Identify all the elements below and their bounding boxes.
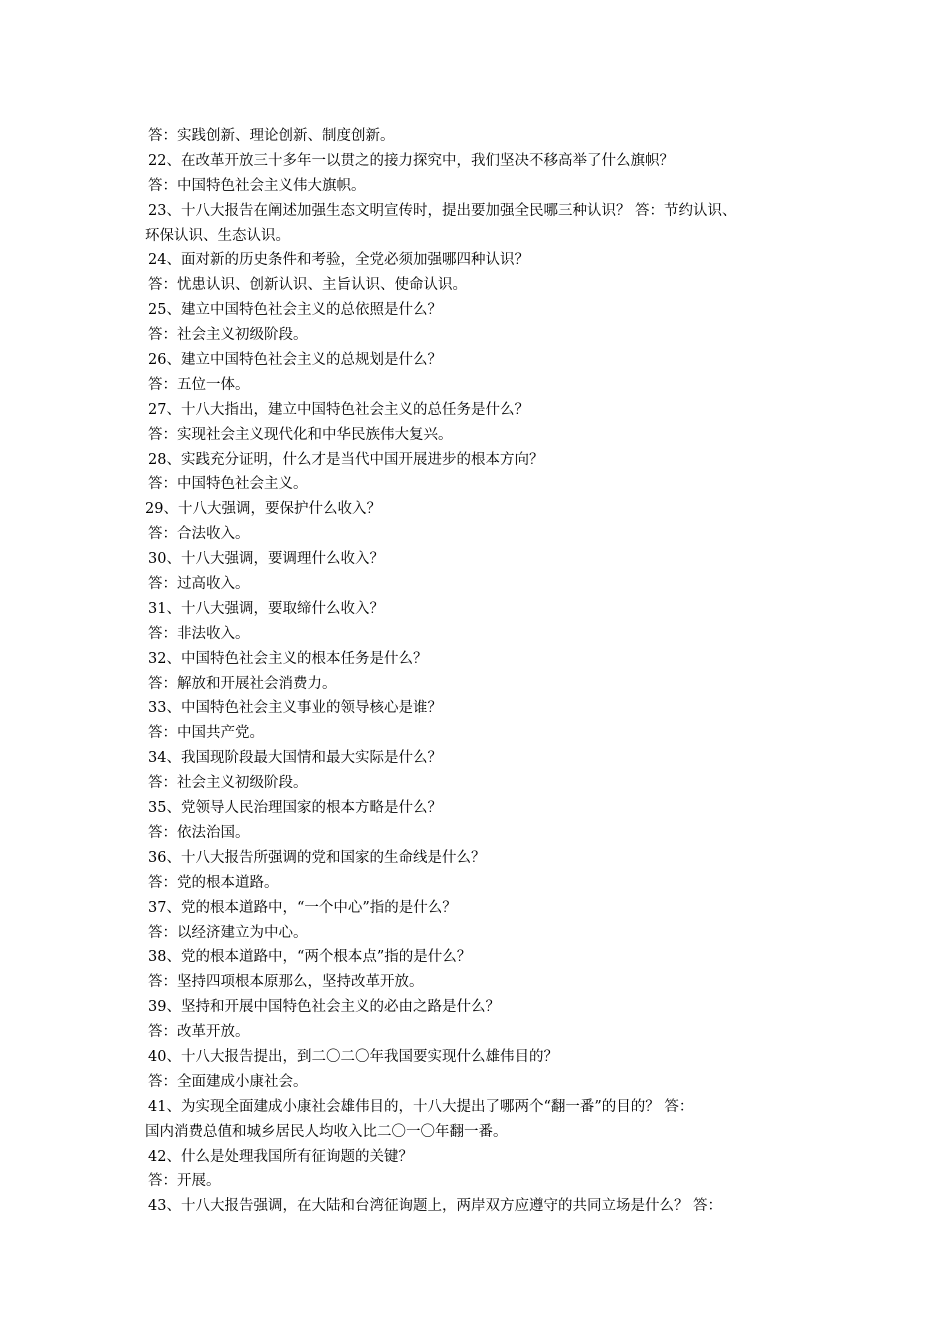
question-line: 23、十八大报告在阐述加强生态文明宣传时，提出要加强全民哪三种认识？ 答：节约认识、 bbox=[148, 202, 737, 219]
question-line: 41、为实现全面建成小康社会雄伟目的，十八大提出了哪两个“翻一番”的目的？ 答： bbox=[148, 1098, 694, 1115]
question-line: 38、党的根本道路中，“两个根本点”指的是什么？ bbox=[148, 949, 472, 966]
question-line: 环保认识、生态认识。 bbox=[145, 227, 290, 244]
question-line: 27、十八大指出，建立中国特色社会主义的总任务是什么？ bbox=[148, 401, 529, 418]
question-line: 32、中国特色社会主义的根本任务是什么？ bbox=[148, 650, 428, 667]
question-line: 30、十八大强调，要调理什么收入？ bbox=[148, 551, 384, 568]
question-line: 28、实践充分证明，什么才是当代中国开展进步的根本方向？ bbox=[148, 451, 544, 468]
answer-line: 答：解放和开展社会消费力。 bbox=[148, 675, 337, 692]
answer-line: 答：合法收入。 bbox=[148, 526, 250, 543]
answer-line: 答：五位一体。 bbox=[148, 376, 250, 393]
answer-line: 答：忧患认识、创新认识、主旨认识、使命认识。 bbox=[148, 277, 467, 294]
answer-line: 答：过高收入。 bbox=[148, 576, 250, 593]
question-line: 24、面对新的历史条件和考验，全党必须加强哪四种认识？ bbox=[148, 252, 529, 269]
answer-line: 答：开展。 bbox=[148, 1173, 221, 1190]
question-line: 34、我国现阶段最大国情和最大实际是什么？ bbox=[148, 750, 442, 767]
question-line: 35、党领导人民治理国家的根本方略是什么？ bbox=[148, 800, 442, 817]
answer-line: 答：全面建成小康社会。 bbox=[148, 1073, 308, 1090]
question-line: 25、建立中国特色社会主义的总依照是什么？ bbox=[148, 302, 442, 319]
question-line: 22、在改革开放三十多年一以贯之的接力探究中，我们坚决不移高举了什么旗帜？ bbox=[148, 152, 674, 169]
answer-line: 答：中国共产党。 bbox=[148, 725, 264, 742]
question-line: 36、十八大报告所强调的党和国家的生命线是什么？ bbox=[148, 849, 486, 866]
question-line: 39、坚持和开展中国特色社会主义的必由之路是什么？ bbox=[148, 999, 500, 1016]
question-line: 29、十八大强调，要保护什么收入？ bbox=[145, 501, 381, 518]
answer-line: 答：党的根本道路。 bbox=[148, 874, 279, 891]
question-line: 37、党的根本道路中，“一个中心”指的是什么？ bbox=[148, 899, 457, 916]
answer-line: 答：依法治国。 bbox=[148, 824, 250, 841]
question-line: 31、十八大强调，要取缔什么收入？ bbox=[148, 600, 384, 617]
question-line: 国内消费总值和城乡居民人均收入比二〇一〇年翻一番。 bbox=[145, 1123, 508, 1140]
answer-line: 答：中国特色社会主义伟大旗帜。 bbox=[148, 177, 366, 194]
question-line: 26、建立中国特色社会主义的总规划是什么？ bbox=[148, 352, 442, 369]
answer-line: 答：坚持四项根本原那么，坚持改革开放。 bbox=[148, 974, 424, 991]
answer-line: 答：改革开放。 bbox=[148, 1024, 250, 1041]
answer-line: 答：中国特色社会主义。 bbox=[148, 476, 308, 493]
answer-line: 答：非法收入。 bbox=[148, 625, 250, 642]
answer-line: 答：以经济建立为中心。 bbox=[148, 924, 308, 941]
document-body bbox=[145, 124, 825, 1219]
question-line: 40、十八大报告提出，到二〇二〇年我国要实现什么雄伟目的？ bbox=[148, 1048, 558, 1065]
answer-line: 答：社会主义初级阶段。 bbox=[148, 327, 308, 344]
answer-line: 答：实现社会主义现代化和中华民族伟大复兴。 bbox=[148, 426, 453, 443]
question-line: 33、中国特色社会主义事业的领导核心是谁？ bbox=[148, 700, 442, 717]
question-line: 42、什么是处理我国所有征询题的关键？ bbox=[148, 1148, 413, 1165]
answer-line: 答：实践创新、理论创新、制度创新。 bbox=[148, 128, 395, 144]
question-line: 43、十八大报告强调，在大陆和台湾征询题上，两岸双方应遵守的共同立场是什么？ 答： bbox=[148, 1198, 723, 1215]
answer-line: 答：社会主义初级阶段。 bbox=[148, 775, 308, 792]
